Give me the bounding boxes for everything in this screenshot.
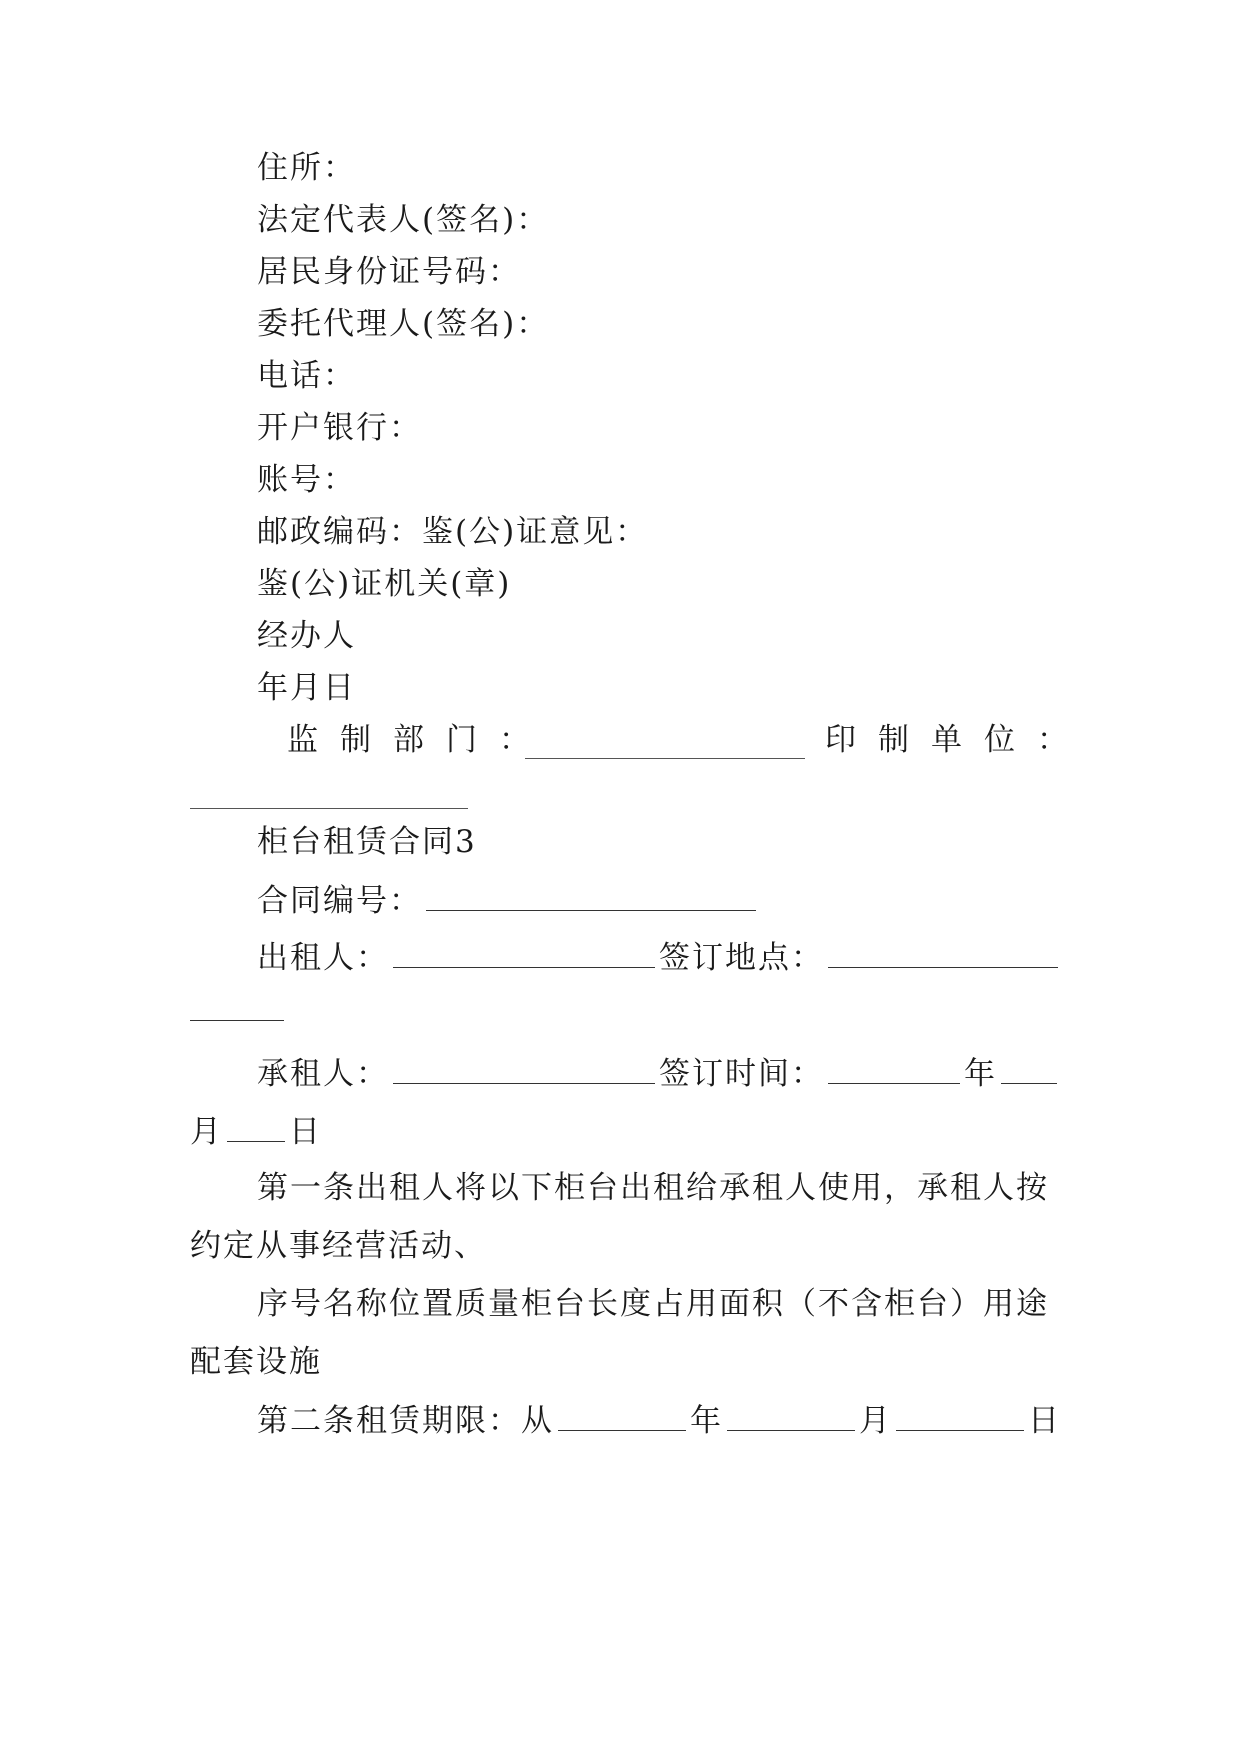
supervision-dept-blank: [525, 758, 805, 759]
article1-line1: 第一条出租人将以下柜台出租给承租人使用，承租人按: [257, 1170, 1049, 1206]
sign-day-blank: [227, 1111, 285, 1142]
sign-year-label: 年: [964, 1056, 997, 1092]
notary-office-line: 鉴(公)证机关(章): [257, 566, 512, 602]
date-line: 年月日: [257, 670, 356, 706]
sign-place-label: 签订地点：: [659, 940, 824, 976]
sign-day-label: 日: [289, 1114, 322, 1150]
agent-line: 委托代理人(签名)：: [257, 306, 550, 342]
contract-number-label: 合同编号：: [257, 883, 422, 919]
lease-start-month-blank: [727, 1400, 855, 1431]
lessor-label: 出租人：: [257, 940, 389, 976]
contract-number-line: [257, 880, 1050, 920]
lessor-line: [257, 937, 1050, 977]
table-header-line2: 配套设施: [190, 1344, 322, 1380]
print-unit-label: 印制单位：: [825, 722, 1090, 758]
sign-month-label: 月: [190, 1114, 223, 1150]
lease-start-year-blank: [558, 1400, 686, 1431]
handler-line: 经办人: [257, 618, 356, 654]
article1-line2: 约定从事经营活动、: [190, 1228, 487, 1264]
phone-line: 电话：: [257, 358, 356, 394]
postcode-line: 邮政编码：鉴(公)证意见：: [257, 514, 649, 550]
article2-prefix: 第二条租赁期限：从: [257, 1403, 554, 1439]
print-unit-wrap: [825, 720, 1090, 760]
lessee-blank: [393, 1053, 655, 1084]
lessee-line: [257, 1053, 1050, 1093]
sign-place-blank: [828, 937, 1058, 968]
lease-start-day-blank: [896, 1400, 1024, 1431]
lessee-label: 承租人：: [257, 1056, 389, 1092]
lease-start-month-label: 月: [859, 1403, 892, 1439]
sign-month-blank: [1001, 1053, 1057, 1084]
lease-start-year-label: 年: [690, 1403, 723, 1439]
contract-title: 柜台租赁合同3: [257, 824, 477, 860]
bank-line: 开户银行：: [257, 410, 422, 446]
sign-date-continued: [190, 1111, 1050, 1151]
address-line: 住所：: [257, 150, 356, 186]
lease-start-day-label: 日: [1028, 1403, 1061, 1439]
print-unit-blank: [190, 808, 468, 809]
account-line: 账号：: [257, 462, 356, 498]
sign-place-blank-continued: [190, 1020, 284, 1021]
sign-year-blank: [828, 1053, 960, 1084]
contract-number-blank: [426, 880, 756, 911]
sign-time-label: 签订时间：: [659, 1056, 824, 1092]
supervision-dept-label: 监制部门：: [287, 722, 552, 758]
id-number-line: 居民身份证号码：: [257, 254, 521, 290]
legal-rep-line: 法定代表人(签名)：: [257, 202, 550, 238]
lessor-blank: [393, 937, 655, 968]
article2-line: [257, 1400, 1061, 1440]
table-header-line1: 序号名称位置质量柜台长度占用面积（不含柜台）用途: [257, 1286, 1049, 1322]
